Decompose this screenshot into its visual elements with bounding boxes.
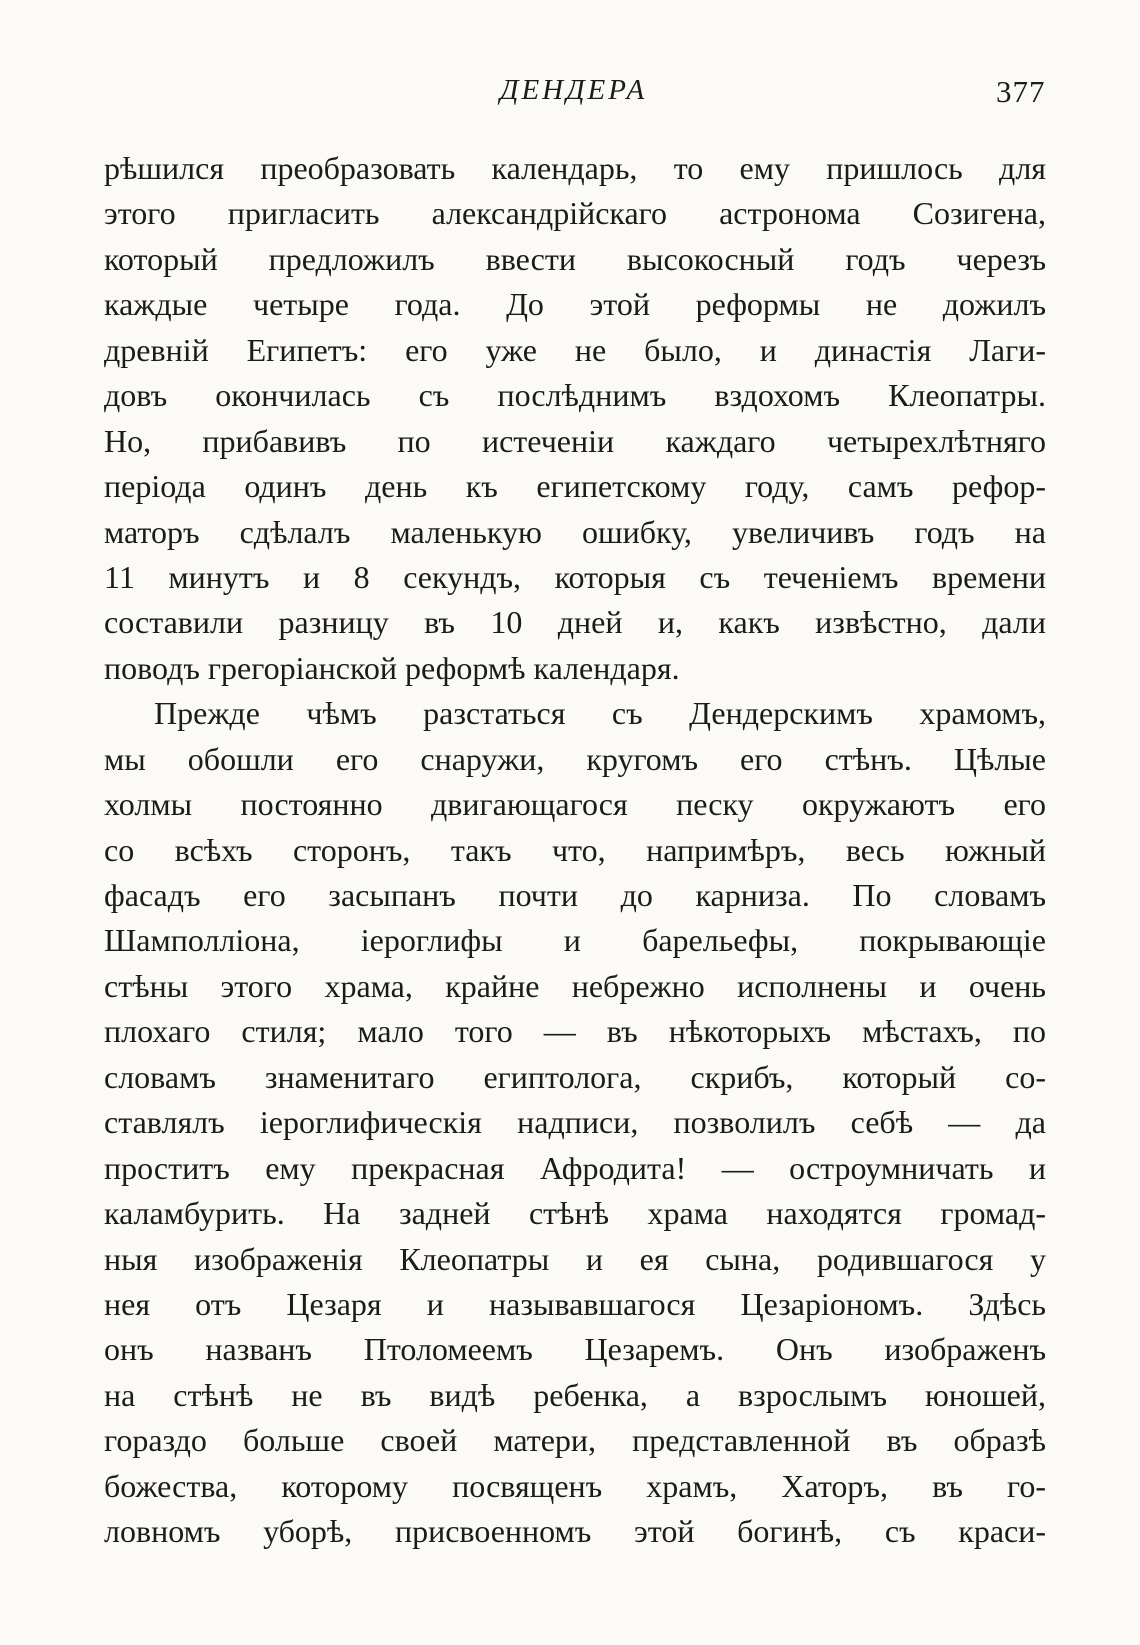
text-line: маторъ сдѣлалъ маленькую ошибку, увеличивъ годъ на (104, 513, 1046, 550)
text-line: ныя изображенія Клеопатры и ея сына, родившагося у (104, 1240, 1046, 1277)
text-line: рѣшился преобразовать календарь, то ему пришлось для (104, 150, 1046, 186)
text-line: древній Египетъ: его уже не было, и династія Лаги- (104, 331, 1046, 368)
text-line: плохаго стиля; мало того — въ нѣкоторыхъ мѣстахъ, по (104, 1013, 1046, 1050)
text-line: довъ окончилась съ послѣднимъ вздохомъ Клеопатры. (104, 377, 1046, 414)
text-line: этого пригласить александрійскаго астронома Созигена, (104, 195, 1046, 232)
text-line: который предложилъ ввести высокосный годъ черезъ (104, 240, 1046, 277)
text-line: холмы постоянно двигающагося песку окружаютъ его (104, 786, 1046, 823)
text-line: на стѣнѣ не въ видѣ ребенка, а взрослымъ юношей, (104, 1376, 1046, 1413)
text-line: нея отъ Цезаря и называвшагося Цезаріономъ. Здѣсь (104, 1285, 1046, 1322)
text-line: онъ названъ Птоломеемъ Цезаремъ. Онъ изображенъ (104, 1331, 1046, 1368)
text-line: ловномъ уборѣ, присвоенномъ этой богинѣ, съ краси- (104, 1513, 1046, 1550)
body-text (104, 146, 1046, 1555)
text-line: Шамполліона, іероглифы и барельефы, покрывающіе (104, 922, 1046, 959)
running-head (0, 70, 1140, 110)
text-line: періода одинъ день къ египетскому году, самъ рефор- (104, 468, 1046, 505)
paragraph-end-line: поводъ грегоріанской реформѣ календаря. (104, 649, 680, 686)
text-line: проститъ ему прекрасная Афродита! — остроумничать и (104, 1149, 1046, 1186)
text-line: ставлялъ іероглифическія надписи, позволилъ себѣ — да (104, 1104, 1046, 1141)
text-line: каламбурить. На задней стѣнѣ храма находятся громад- (104, 1195, 1046, 1232)
running-title: ДЕНДЕРА (500, 74, 648, 106)
text-line: божества, которому посвященъ храмъ, Хаторъ, въ го- (104, 1467, 1046, 1504)
text-line: стѣны этого храма, крайне небрежно исполнены и очень (104, 967, 1046, 1004)
text-line: мы обошли его снаружи, кругомъ его стѣнъ. Цѣлые (104, 740, 1046, 777)
text-line: Но, прибавивъ по истеченіи каждаго четырехлѣтняго (104, 422, 1046, 459)
paragraph-start-line: Прежде чѣмъ разстаться съ Дендерскимъ храмомъ, (154, 695, 1046, 732)
text-line: со всѣхъ сторонъ, такъ что, напримѣръ, весь южный (104, 831, 1046, 868)
text-line: фасадъ его засыпанъ почти до карниза. По словамъ (104, 877, 1046, 913)
text-line: 11 минутъ и 8 секундъ, которыя съ теченіемъ времени (104, 558, 1046, 595)
text-line: гораздо больше своей матери, представленной въ образѣ (104, 1422, 1046, 1459)
page-number: 377 (996, 74, 1046, 109)
text-line: каждые четыре года. До этой реформы не дожилъ (104, 286, 1046, 323)
text-line: составили разницу въ 10 дней и, какъ извѣстно, дали (104, 604, 1046, 641)
text-line: словамъ знаменитаго египтолога, скрибъ, который со- (104, 1058, 1046, 1095)
